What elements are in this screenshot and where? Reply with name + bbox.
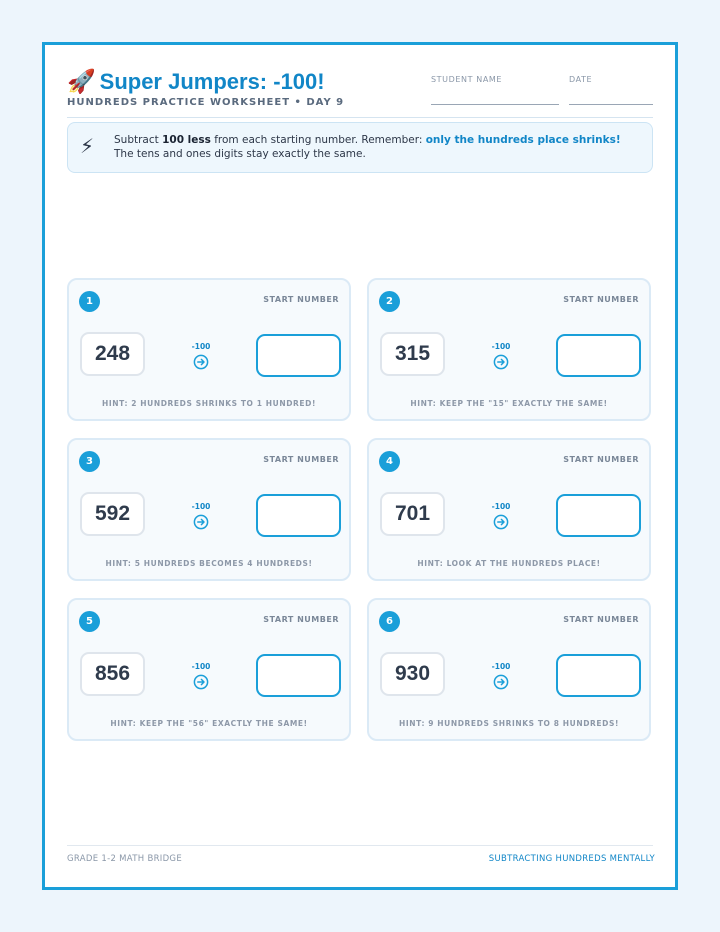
problem-number: 5 [79,611,100,632]
problem-number: 2 [379,291,400,312]
problem-number: 1 [79,291,100,312]
date-label: DATE [569,75,593,84]
header-divider [67,117,653,118]
minus-100-operator [181,662,221,690]
operator-label: -100 [491,502,511,511]
problem-number: 4 [379,451,400,472]
operator-label: -100 [491,342,511,351]
start-number: 930 [380,652,445,696]
lightning-icon: ⚡ [80,134,95,158]
page-subtitle: HUNDREDS PRACTICE WORKSHEET • DAY 9 [67,97,345,108]
operator-label: -100 [191,662,211,671]
arrow-right-icon [193,674,209,690]
instruction-part3: The tens and ones digits stay exactly the same. [114,148,366,160]
arrow-right-icon [493,674,509,690]
start-number: 592 [80,492,145,536]
start-number: 701 [380,492,445,536]
start-number-label: START NUMBER [263,295,339,304]
problem-card-5 [67,598,351,741]
instruction-part2: from each starting number. Remember: [210,134,426,146]
footer-topic: SUBTRACTING HUNDREDS MENTALLY [488,854,655,864]
title-row [67,67,325,97]
footer-divider [67,845,653,846]
minus-100-operator [481,502,521,530]
start-number-label: START NUMBER [563,615,639,624]
instruction-part1: Subtract [114,134,163,146]
hint-text: HINT: LOOK AT THE HUNDREDS PLACE! [417,559,601,568]
start-number: 248 [80,332,145,376]
minus-100-operator [181,502,221,530]
start-number: 856 [80,652,145,696]
hint-text: HINT: KEEP THE "56" EXACTLY THE SAME! [110,719,308,728]
instruction-box [67,122,653,173]
operator-label: -100 [191,502,211,511]
answer-box[interactable] [556,494,641,537]
hint-text: HINT: 9 HUNDREDS SHRINKS TO 8 HUNDREDS! [399,719,619,728]
answer-box[interactable] [556,334,641,377]
arrow-right-icon [193,354,209,370]
rocket-icon: 🚀 [67,69,96,95]
start-number-label: START NUMBER [563,455,639,464]
problem-card-3 [67,438,351,581]
worksheet-page [42,42,678,890]
arrow-right-icon [193,514,209,530]
arrow-right-icon [493,514,509,530]
date-line[interactable] [569,104,653,105]
student-name-label: STUDENT NAME [431,75,503,84]
instruction-accent: only the hundreds place shrinks! [425,134,621,146]
minus-100-operator [481,342,521,370]
arrow-right-icon [493,354,509,370]
student-name-line[interactable] [431,104,559,105]
operator-label: -100 [491,662,511,671]
start-number: 315 [380,332,445,376]
start-number-label: START NUMBER [563,295,639,304]
problem-card-6 [367,598,651,741]
problem-card-2 [367,278,651,421]
start-number-label: START NUMBER [263,615,339,624]
problem-number: 3 [79,451,100,472]
answer-box[interactable] [256,494,341,537]
problem-number: 6 [379,611,400,632]
page-title: Super Jumpers: -100! [99,69,325,94]
minus-100-operator [181,342,221,370]
hint-text: HINT: 5 HUNDREDS BECOMES 4 HUNDREDS! [105,559,313,568]
problem-card-1 [67,278,351,421]
instruction-bold: 100 less [162,134,211,146]
minus-100-operator [481,662,521,690]
footer-course: GRADE 1-2 MATH BRIDGE [67,854,182,864]
problem-card-4 [367,438,651,581]
hint-text: HINT: KEEP THE "15" EXACTLY THE SAME! [410,399,608,408]
answer-box[interactable] [556,654,641,697]
hint-text: HINT: 2 HUNDREDS SHRINKS TO 1 HUNDRED! [102,399,316,408]
answer-box[interactable] [256,334,341,377]
operator-label: -100 [191,342,211,351]
start-number-label: START NUMBER [263,455,339,464]
instruction-text [114,133,642,161]
answer-box[interactable] [256,654,341,697]
